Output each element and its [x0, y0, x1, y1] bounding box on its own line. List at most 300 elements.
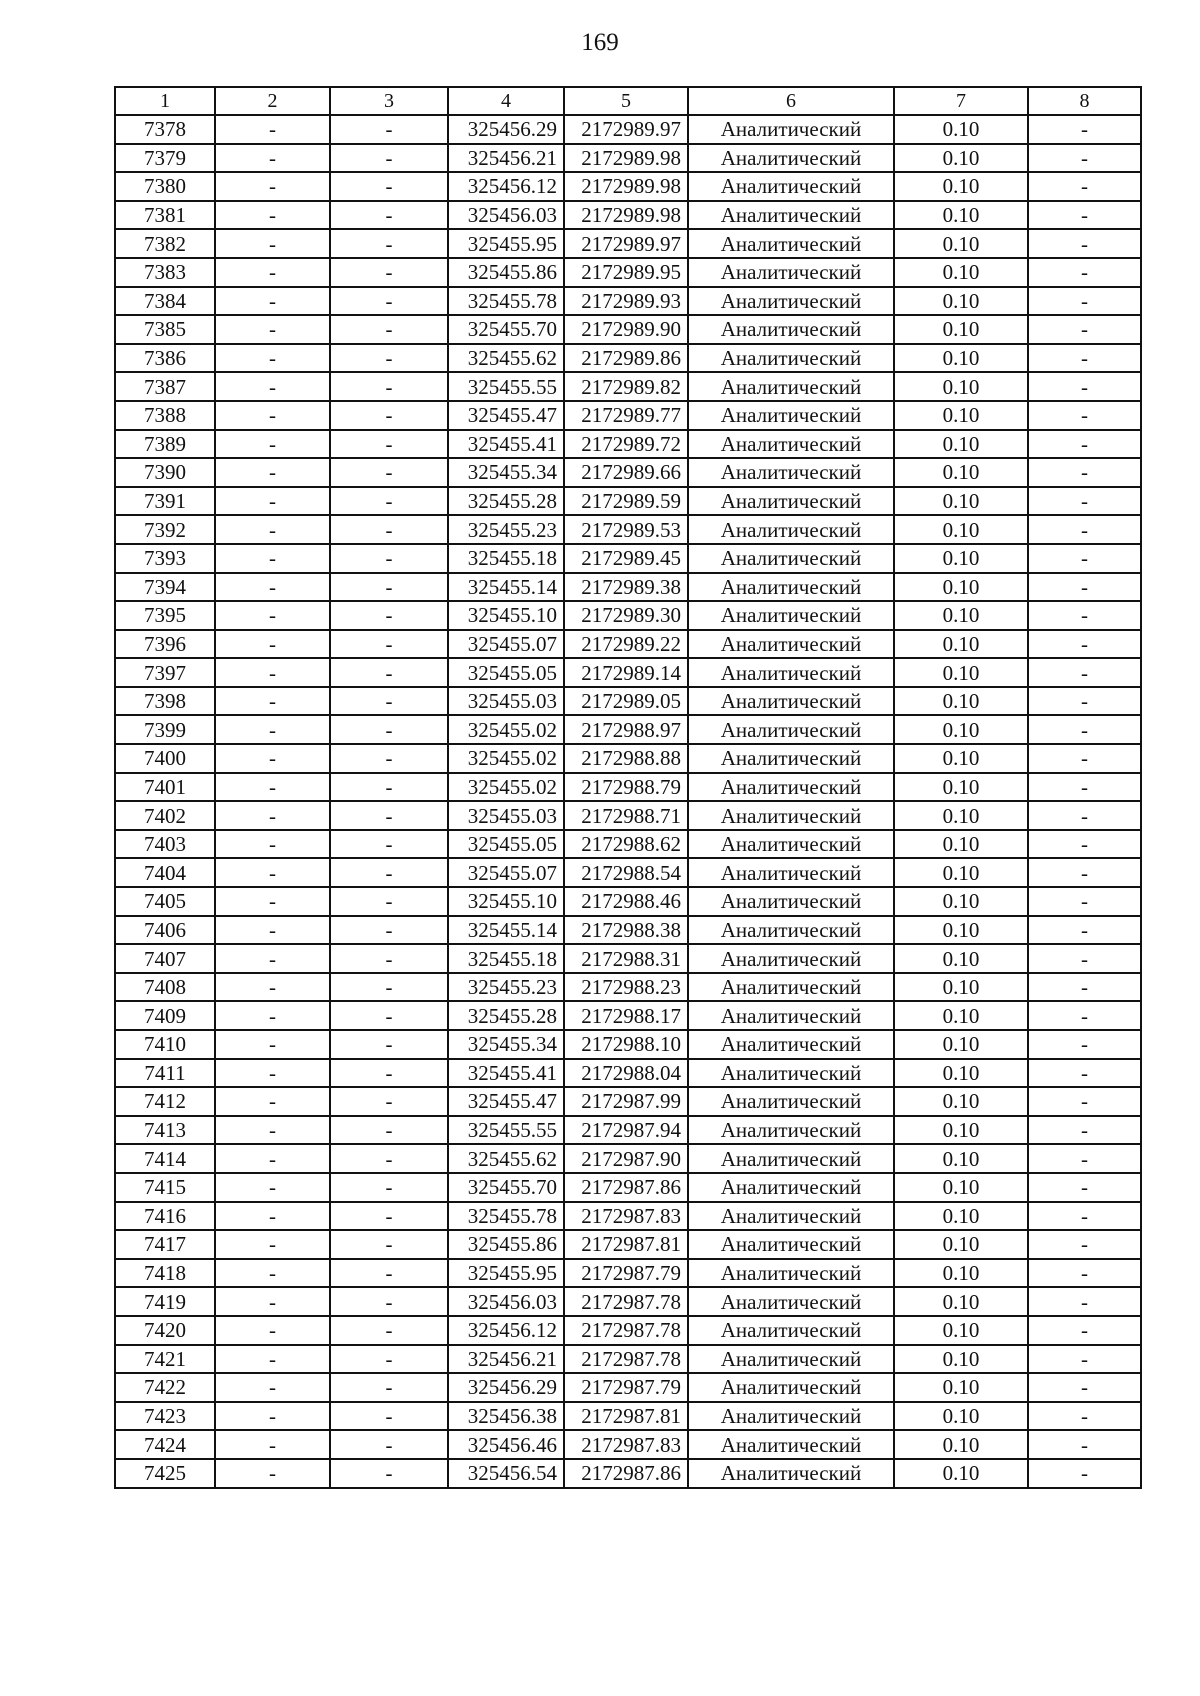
accuracy-cell: 0.10 — [894, 1144, 1028, 1173]
col3-cell: - — [330, 115, 448, 144]
point-number-cell: 7406 — [115, 916, 215, 945]
y-coordinate-cell: 2172987.78 — [564, 1316, 688, 1345]
accuracy-cell: 0.10 — [894, 1001, 1028, 1030]
x-coordinate-cell: 325455.28 — [448, 1001, 564, 1030]
x-coordinate-cell: 325456.03 — [448, 1287, 564, 1316]
x-coordinate-cell: 325455.86 — [448, 258, 564, 287]
accuracy-cell: 0.10 — [894, 1459, 1028, 1488]
point-number-cell: 7417 — [115, 1230, 215, 1259]
method-cell: Аналитический — [688, 287, 894, 316]
column-header-4: 4 — [448, 87, 564, 115]
col8-cell: - — [1028, 630, 1141, 659]
y-coordinate-cell: 2172989.14 — [564, 658, 688, 687]
col3-cell: - — [330, 1459, 448, 1488]
col3-cell: - — [330, 1402, 448, 1431]
col8-cell: - — [1028, 1059, 1141, 1088]
col2-cell: - — [215, 115, 330, 144]
col3-cell: - — [330, 630, 448, 659]
col3-cell: - — [330, 1287, 448, 1316]
col2-cell: - — [215, 487, 330, 516]
point-number-cell: 7380 — [115, 172, 215, 201]
col2-cell: - — [215, 144, 330, 173]
point-number-cell: 7389 — [115, 430, 215, 459]
column-header-8: 8 — [1028, 87, 1141, 115]
table-row — [115, 715, 1141, 744]
col8-cell: - — [1028, 1144, 1141, 1173]
y-coordinate-cell: 2172988.10 — [564, 1030, 688, 1059]
method-cell: Аналитический — [688, 1287, 894, 1316]
col8-cell: - — [1028, 401, 1141, 430]
accuracy-cell: 0.10 — [894, 773, 1028, 802]
accuracy-cell: 0.10 — [894, 201, 1028, 230]
col3-cell: - — [330, 1087, 448, 1116]
col2-cell: - — [215, 887, 330, 916]
accuracy-cell: 0.10 — [894, 744, 1028, 773]
x-coordinate-cell: 325455.28 — [448, 487, 564, 516]
col3-cell: - — [330, 773, 448, 802]
method-cell: Аналитический — [688, 201, 894, 230]
point-number-cell: 7393 — [115, 544, 215, 573]
method-cell: Аналитический — [688, 1402, 894, 1431]
point-number-cell: 7412 — [115, 1087, 215, 1116]
table-row — [115, 487, 1141, 516]
method-cell: Аналитический — [688, 344, 894, 373]
point-number-cell: 7379 — [115, 144, 215, 173]
table-row — [115, 887, 1141, 916]
col3-cell: - — [330, 458, 448, 487]
point-number-cell: 7411 — [115, 1059, 215, 1088]
col8-cell: - — [1028, 1202, 1141, 1231]
point-number-cell: 7381 — [115, 201, 215, 230]
point-number-cell: 7384 — [115, 287, 215, 316]
col8-cell: - — [1028, 315, 1141, 344]
x-coordinate-cell: 325455.86 — [448, 1230, 564, 1259]
y-coordinate-cell: 2172988.23 — [564, 973, 688, 1002]
method-cell: Аналитический — [688, 916, 894, 945]
col3-cell: - — [330, 487, 448, 516]
col3-cell: - — [330, 944, 448, 973]
col3-cell: - — [330, 258, 448, 287]
table-row — [115, 1287, 1141, 1316]
x-coordinate-cell: 325455.78 — [448, 287, 564, 316]
method-cell: Аналитический — [688, 1316, 894, 1345]
x-coordinate-cell: 325456.38 — [448, 1402, 564, 1431]
col8-cell: - — [1028, 1430, 1141, 1459]
accuracy-cell: 0.10 — [894, 1059, 1028, 1088]
col8-cell: - — [1028, 973, 1141, 1002]
col3-cell: - — [330, 1316, 448, 1345]
accuracy-cell: 0.10 — [894, 601, 1028, 630]
col2-cell: - — [215, 1402, 330, 1431]
point-number-cell: 7424 — [115, 1430, 215, 1459]
col8-cell: - — [1028, 573, 1141, 602]
accuracy-cell: 0.10 — [894, 287, 1028, 316]
point-number-cell: 7404 — [115, 858, 215, 887]
method-cell: Аналитический — [688, 315, 894, 344]
table-row — [115, 1030, 1141, 1059]
method-cell: Аналитический — [688, 744, 894, 773]
column-header-6: 6 — [688, 87, 894, 115]
table-row — [115, 287, 1141, 316]
table-row — [115, 658, 1141, 687]
y-coordinate-cell: 2172989.53 — [564, 515, 688, 544]
x-coordinate-cell: 325455.62 — [448, 344, 564, 373]
point-number-cell: 7416 — [115, 1202, 215, 1231]
point-number-cell: 7395 — [115, 601, 215, 630]
accuracy-cell: 0.10 — [894, 458, 1028, 487]
table-row — [115, 344, 1141, 373]
x-coordinate-cell: 325456.21 — [448, 1345, 564, 1374]
accuracy-cell: 0.10 — [894, 887, 1028, 916]
col2-cell: - — [215, 1059, 330, 1088]
accuracy-cell: 0.10 — [894, 1373, 1028, 1402]
method-cell: Аналитический — [688, 544, 894, 573]
x-coordinate-cell: 325455.14 — [448, 916, 564, 945]
col8-cell: - — [1028, 830, 1141, 859]
col2-cell: - — [215, 544, 330, 573]
table-row — [115, 1202, 1141, 1231]
col3-cell: - — [330, 1144, 448, 1173]
col2-cell: - — [215, 744, 330, 773]
accuracy-cell: 0.10 — [894, 229, 1028, 258]
col3-cell: - — [330, 287, 448, 316]
col8-cell: - — [1028, 1259, 1141, 1288]
table-row — [115, 201, 1141, 230]
method-cell: Аналитический — [688, 1001, 894, 1030]
point-number-cell: 7409 — [115, 1001, 215, 1030]
col2-cell: - — [215, 830, 330, 859]
table-row — [115, 401, 1141, 430]
table-row — [115, 172, 1141, 201]
accuracy-cell: 0.10 — [894, 1430, 1028, 1459]
x-coordinate-cell: 325455.95 — [448, 1259, 564, 1288]
col2-cell: - — [215, 1087, 330, 1116]
table-row — [115, 973, 1141, 1002]
col2-cell: - — [215, 773, 330, 802]
method-cell: Аналитический — [688, 115, 894, 144]
point-number-cell: 7378 — [115, 115, 215, 144]
col2-cell: - — [215, 172, 330, 201]
col3-cell: - — [330, 515, 448, 544]
y-coordinate-cell: 2172989.38 — [564, 573, 688, 602]
x-coordinate-cell: 325455.02 — [448, 715, 564, 744]
y-coordinate-cell: 2172987.78 — [564, 1345, 688, 1374]
col3-cell: - — [330, 1030, 448, 1059]
table-row — [115, 1259, 1141, 1288]
y-coordinate-cell: 2172989.98 — [564, 172, 688, 201]
col3-cell: - — [330, 658, 448, 687]
col2-cell: - — [215, 687, 330, 716]
accuracy-cell: 0.10 — [894, 487, 1028, 516]
method-cell: Аналитический — [688, 801, 894, 830]
col2-cell: - — [215, 1259, 330, 1288]
y-coordinate-cell: 2172987.81 — [564, 1402, 688, 1431]
col8-cell: - — [1028, 1287, 1141, 1316]
col3-cell: - — [330, 744, 448, 773]
accuracy-cell: 0.10 — [894, 830, 1028, 859]
col8-cell: - — [1028, 1173, 1141, 1202]
x-coordinate-cell: 325455.05 — [448, 658, 564, 687]
method-cell: Аналитический — [688, 372, 894, 401]
y-coordinate-cell: 2172989.93 — [564, 287, 688, 316]
table-row — [115, 315, 1141, 344]
accuracy-cell: 0.10 — [894, 658, 1028, 687]
x-coordinate-cell: 325456.12 — [448, 172, 564, 201]
col8-cell: - — [1028, 344, 1141, 373]
column-header-7: 7 — [894, 87, 1028, 115]
col2-cell: - — [215, 1030, 330, 1059]
x-coordinate-cell: 325455.70 — [448, 315, 564, 344]
point-number-cell: 7423 — [115, 1402, 215, 1431]
point-number-cell: 7390 — [115, 458, 215, 487]
col3-cell: - — [330, 1202, 448, 1231]
col3-cell: - — [330, 144, 448, 173]
accuracy-cell: 0.10 — [894, 1259, 1028, 1288]
table-row — [115, 944, 1141, 973]
y-coordinate-cell: 2172989.82 — [564, 372, 688, 401]
table-row — [115, 1230, 1141, 1259]
accuracy-cell: 0.10 — [894, 944, 1028, 973]
table-row — [115, 601, 1141, 630]
accuracy-cell: 0.10 — [894, 715, 1028, 744]
col8-cell: - — [1028, 1316, 1141, 1345]
method-cell: Аналитический — [688, 1116, 894, 1145]
col2-cell: - — [215, 258, 330, 287]
point-number-cell: 7402 — [115, 801, 215, 830]
y-coordinate-cell: 2172989.77 — [564, 401, 688, 430]
col8-cell: - — [1028, 916, 1141, 945]
method-cell: Аналитический — [688, 487, 894, 516]
y-coordinate-cell: 2172989.97 — [564, 229, 688, 258]
point-number-cell: 7408 — [115, 973, 215, 1002]
col3-cell: - — [330, 1345, 448, 1374]
y-coordinate-cell: 2172987.86 — [564, 1173, 688, 1202]
y-coordinate-cell: 2172988.88 — [564, 744, 688, 773]
col2-cell: - — [215, 1173, 330, 1202]
col2-cell: - — [215, 715, 330, 744]
accuracy-cell: 0.10 — [894, 916, 1028, 945]
coordinates-table — [114, 86, 1142, 1489]
accuracy-cell: 0.10 — [894, 630, 1028, 659]
col2-cell: - — [215, 1144, 330, 1173]
table-row — [115, 544, 1141, 573]
x-coordinate-cell: 325455.41 — [448, 430, 564, 459]
y-coordinate-cell: 2172987.83 — [564, 1430, 688, 1459]
col8-cell: - — [1028, 601, 1141, 630]
x-coordinate-cell: 325455.95 — [448, 229, 564, 258]
col8-cell: - — [1028, 1001, 1141, 1030]
method-cell: Аналитический — [688, 458, 894, 487]
method-cell: Аналитический — [688, 715, 894, 744]
x-coordinate-cell: 325455.23 — [448, 515, 564, 544]
col8-cell: - — [1028, 1459, 1141, 1488]
col8-cell: - — [1028, 458, 1141, 487]
col2-cell: - — [215, 430, 330, 459]
method-cell: Аналитический — [688, 973, 894, 1002]
col8-cell: - — [1028, 487, 1141, 516]
col2-cell: - — [215, 1116, 330, 1145]
accuracy-cell: 0.10 — [894, 687, 1028, 716]
col8-cell: - — [1028, 515, 1141, 544]
col8-cell: - — [1028, 715, 1141, 744]
table-row — [115, 372, 1141, 401]
col3-cell: - — [330, 858, 448, 887]
y-coordinate-cell: 2172988.04 — [564, 1059, 688, 1088]
point-number-cell: 7415 — [115, 1173, 215, 1202]
table-row — [115, 630, 1141, 659]
col8-cell: - — [1028, 172, 1141, 201]
point-number-cell: 7414 — [115, 1144, 215, 1173]
col3-cell: - — [330, 1116, 448, 1145]
table-row — [115, 515, 1141, 544]
table-row — [115, 1173, 1141, 1202]
col2-cell: - — [215, 658, 330, 687]
col2-cell: - — [215, 344, 330, 373]
col3-cell: - — [330, 372, 448, 401]
col8-cell: - — [1028, 1116, 1141, 1145]
table-row — [115, 1316, 1141, 1345]
col3-cell: - — [330, 430, 448, 459]
point-number-cell: 7385 — [115, 315, 215, 344]
table-row — [115, 458, 1141, 487]
accuracy-cell: 0.10 — [894, 401, 1028, 430]
col2-cell: - — [215, 973, 330, 1002]
x-coordinate-cell: 325455.14 — [448, 573, 564, 602]
col3-cell: - — [330, 172, 448, 201]
col2-cell: - — [215, 630, 330, 659]
table-row — [115, 573, 1141, 602]
y-coordinate-cell: 2172989.59 — [564, 487, 688, 516]
col8-cell: - — [1028, 858, 1141, 887]
col8-cell: - — [1028, 744, 1141, 773]
table-row — [115, 258, 1141, 287]
col2-cell: - — [215, 1373, 330, 1402]
method-cell: Аналитический — [688, 1087, 894, 1116]
x-coordinate-cell: 325456.46 — [448, 1430, 564, 1459]
col2-cell: - — [215, 229, 330, 258]
method-cell: Аналитический — [688, 858, 894, 887]
x-coordinate-cell: 325455.02 — [448, 744, 564, 773]
accuracy-cell: 0.10 — [894, 258, 1028, 287]
table-row — [115, 830, 1141, 859]
col8-cell: - — [1028, 430, 1141, 459]
table-row — [115, 916, 1141, 945]
x-coordinate-cell: 325455.62 — [448, 1144, 564, 1173]
col2-cell: - — [215, 1430, 330, 1459]
point-number-cell: 7410 — [115, 1030, 215, 1059]
x-coordinate-cell: 325456.54 — [448, 1459, 564, 1488]
table-row — [115, 1430, 1141, 1459]
col2-cell: - — [215, 201, 330, 230]
point-number-cell: 7387 — [115, 372, 215, 401]
col3-cell: - — [330, 315, 448, 344]
x-coordinate-cell: 325455.55 — [448, 1116, 564, 1145]
x-coordinate-cell: 325455.10 — [448, 887, 564, 916]
accuracy-cell: 0.10 — [894, 801, 1028, 830]
col3-cell: - — [330, 573, 448, 602]
table-row — [115, 773, 1141, 802]
method-cell: Аналитический — [688, 830, 894, 859]
y-coordinate-cell: 2172989.97 — [564, 115, 688, 144]
accuracy-cell: 0.10 — [894, 858, 1028, 887]
col8-cell: - — [1028, 115, 1141, 144]
table-body — [115, 115, 1141, 1488]
table-row — [115, 858, 1141, 887]
x-coordinate-cell: 325455.05 — [448, 830, 564, 859]
x-coordinate-cell: 325455.34 — [448, 458, 564, 487]
col3-cell: - — [330, 229, 448, 258]
x-coordinate-cell: 325456.29 — [448, 115, 564, 144]
x-coordinate-cell: 325456.03 — [448, 201, 564, 230]
col8-cell: - — [1028, 687, 1141, 716]
method-cell: Аналитический — [688, 1430, 894, 1459]
accuracy-cell: 0.10 — [894, 430, 1028, 459]
y-coordinate-cell: 2172987.94 — [564, 1116, 688, 1145]
col2-cell: - — [215, 1202, 330, 1231]
y-coordinate-cell: 2172989.98 — [564, 144, 688, 173]
col2-cell: - — [215, 801, 330, 830]
y-coordinate-cell: 2172988.46 — [564, 887, 688, 916]
accuracy-cell: 0.10 — [894, 315, 1028, 344]
accuracy-cell: 0.10 — [894, 973, 1028, 1002]
col2-cell: - — [215, 573, 330, 602]
point-number-cell: 7388 — [115, 401, 215, 430]
y-coordinate-cell: 2172988.62 — [564, 830, 688, 859]
column-header-5: 5 — [564, 87, 688, 115]
point-number-cell: 7396 — [115, 630, 215, 659]
col3-cell: - — [330, 1173, 448, 1202]
x-coordinate-cell: 325455.07 — [448, 858, 564, 887]
y-coordinate-cell: 2172989.95 — [564, 258, 688, 287]
table-row — [115, 1402, 1141, 1431]
x-coordinate-cell: 325456.21 — [448, 144, 564, 173]
accuracy-cell: 0.10 — [894, 1316, 1028, 1345]
x-coordinate-cell: 325455.18 — [448, 544, 564, 573]
col3-cell: - — [330, 715, 448, 744]
col8-cell: - — [1028, 1230, 1141, 1259]
table-header — [115, 87, 1141, 115]
accuracy-cell: 0.10 — [894, 573, 1028, 602]
method-cell: Аналитический — [688, 944, 894, 973]
table-row — [115, 1087, 1141, 1116]
col3-cell: - — [330, 544, 448, 573]
col3-cell: - — [330, 1059, 448, 1088]
accuracy-cell: 0.10 — [894, 115, 1028, 144]
method-cell: Аналитический — [688, 1373, 894, 1402]
x-coordinate-cell: 325455.10 — [448, 601, 564, 630]
col2-cell: - — [215, 1287, 330, 1316]
table-row — [115, 1116, 1141, 1145]
method-cell: Аналитический — [688, 144, 894, 173]
y-coordinate-cell: 2172989.30 — [564, 601, 688, 630]
x-coordinate-cell: 325455.03 — [448, 801, 564, 830]
col3-cell: - — [330, 401, 448, 430]
col2-cell: - — [215, 315, 330, 344]
x-coordinate-cell: 325455.47 — [448, 401, 564, 430]
col2-cell: - — [215, 458, 330, 487]
col3-cell: - — [330, 1373, 448, 1402]
point-number-cell: 7425 — [115, 1459, 215, 1488]
method-cell: Аналитический — [688, 601, 894, 630]
point-number-cell: 7398 — [115, 687, 215, 716]
x-coordinate-cell: 325455.55 — [448, 372, 564, 401]
col3-cell: - — [330, 887, 448, 916]
col3-cell: - — [330, 801, 448, 830]
point-number-cell: 7419 — [115, 1287, 215, 1316]
y-coordinate-cell: 2172987.78 — [564, 1287, 688, 1316]
method-cell: Аналитический — [688, 1259, 894, 1288]
column-header-3: 3 — [330, 87, 448, 115]
